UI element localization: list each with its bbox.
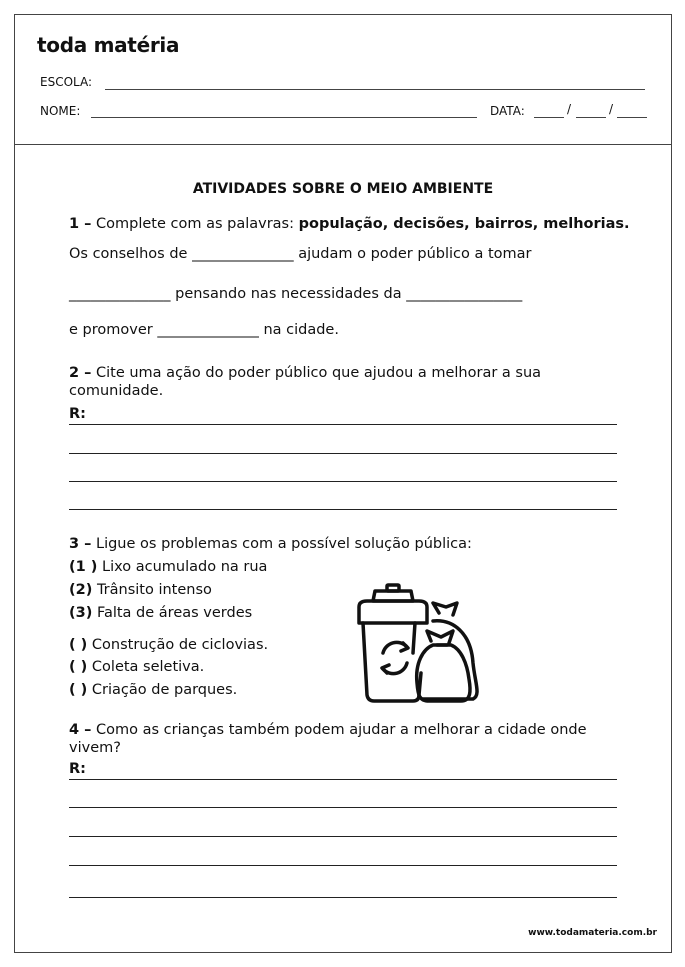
nome-label: NOME: [40,104,81,118]
date-month-line [576,117,606,118]
data-label: DATA: [490,104,525,118]
q1-word-list: população, decisões, bairros, melhorias. [298,216,630,232]
q3-problem-number: (1 ) [69,559,98,575]
date-separator-1: / [567,102,572,116]
q3-prompt-text: Ligue os problemas com a possível solução pública: [96,536,472,552]
q2-prompt-line-2: comunidade. [69,383,164,399]
q1-text-3: pensando nas necessidades da [175,286,402,302]
q4-answer-line-4[interactable] [69,865,617,866]
brand-logo: toda matéria [37,33,180,57]
q2-answer-line-2[interactable] [69,453,617,454]
q1-blank-4: ______________ [157,322,259,338]
recycling-bin-with-trash-bags-icon [353,583,487,713]
q1-sentence-line-2 [69,285,522,303]
q1-text-4: e promover [69,322,153,338]
date-day-line [534,117,564,118]
q4-answer-line-3[interactable] [69,836,617,837]
q3-answer-box[interactable]: ( ) [69,682,88,698]
q3-solution-text: Construção de ciclovias. [91,637,269,653]
q2-answer-line-1[interactable] [69,424,617,425]
worksheet-frame [14,14,672,953]
q4-number: 4 – [69,722,92,738]
q2-prompt-text: Cite uma ação do poder público que ajudou a melhorar a sua [96,365,542,381]
footer-website: www.todamateria.com.br [528,928,657,938]
escola-label: ESCOLA: [40,75,93,89]
q2-prompt-line-1 [69,364,541,382]
q3-problem-item [69,581,212,599]
q3-solution-item [69,658,204,676]
q3-number: 3 – [69,536,92,552]
q3-solution-text: Coleta seletiva. [91,659,205,675]
q2-number: 2 – [69,365,92,381]
q3-problem-text: Trânsito intenso [96,582,212,598]
q2-answer-line-3[interactable] [69,481,617,482]
q1-blank-3: ________________ [406,286,523,302]
q1-blank-2: ______________ [69,286,171,302]
q3-prompt [69,535,472,553]
q1-text-2: ajudam o poder público a tomar [298,246,532,262]
q3-problem-item [69,558,267,576]
q4-answer-line-1[interactable] [69,779,617,780]
q3-solution-text: Criação de parques. [91,682,238,698]
q4-answer-label [69,760,86,778]
nome-field-line [91,117,477,118]
q1-blank-1: ______________ [192,246,294,262]
q3-answer-box[interactable]: ( ) [69,659,88,675]
date-separator-2: / [609,102,614,116]
q1-number: 1 – [69,216,92,232]
escola-field-line [105,89,645,90]
q4-prompt-line-2: vivem? [69,740,121,756]
date-year-line [617,117,647,118]
q4-answer-label-text: R: [69,761,86,777]
header-divider [15,144,671,145]
q4-answer-line-5[interactable] [69,897,617,898]
q1-sentence-line-3 [69,321,339,339]
q1-prompt [69,215,630,233]
q1-text-1: Os conselhos de [69,246,188,262]
q3-solution-item [69,681,237,699]
q4-prompt-line-1 [69,721,587,739]
q3-answer-box[interactable]: ( ) [69,637,88,653]
q1-sentence-line-1 [69,245,532,263]
q3-solution-item [69,636,268,654]
q3-problem-text: Falta de áreas verdes [96,605,253,621]
q3-problem-item [69,604,252,622]
q3-problem-number: (3) [69,605,93,621]
q1-prompt-text: Complete com as palavras: [96,216,294,232]
worksheet-title: ATIVIDADES SOBRE O MEIO AMBIENTE [192,181,494,197]
q2-answer-label [69,405,86,423]
q3-problem-number: (2) [69,582,93,598]
q2-answer-label-text: R: [69,406,86,422]
q3-problem-text: Lixo acumulado na rua [102,559,268,575]
q1-text-5: na cidade. [263,322,339,338]
q4-prompt-text: Como as crianças também podem ajudar a melhorar a cidade onde [96,722,587,738]
q2-answer-line-4[interactable] [69,509,617,510]
q4-answer-line-2[interactable] [69,807,617,808]
